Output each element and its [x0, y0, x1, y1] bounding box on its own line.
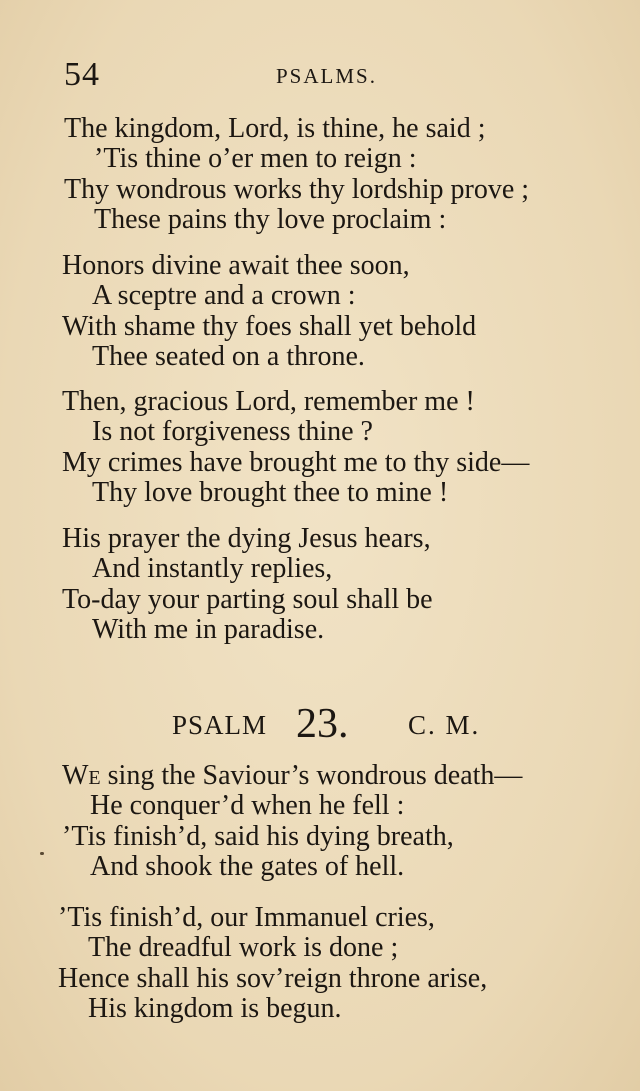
- verse-line: With me in paradise.: [92, 613, 325, 645]
- stanza-4: [0, 524, 640, 645]
- verse-line: ’Tis finish’d, our Immanuel cries,: [58, 902, 435, 933]
- verse-line: These pains thy love proclaim :: [94, 203, 447, 235]
- ink-speck: [40, 852, 44, 855]
- verse-line-rest: sing the Saviour’s wondrous death—: [100, 760, 523, 791]
- stanza-1: [0, 114, 640, 235]
- verse-line: The kingdom, Lord, is thine, he said ;: [64, 113, 486, 144]
- psalm-number: 23.: [296, 701, 349, 747]
- verse-line: And instantly replies,: [92, 553, 333, 585]
- verse-line: Then, gracious Lord, remember me !: [62, 386, 475, 417]
- stanza-6: [0, 903, 640, 1024]
- stanza-3: [0, 387, 640, 508]
- stanza-2: [0, 251, 640, 372]
- verse-line: My crimes have brought me to thy side—: [62, 446, 530, 478]
- verse-line: A sceptre and a crown :: [92, 280, 356, 312]
- verse-line: Thy love brought thee to mine !: [92, 476, 449, 508]
- psalm-meter: C. M.: [408, 710, 481, 740]
- stanza-5: [0, 761, 640, 882]
- drop-word: We: [62, 760, 101, 791]
- verse-line: His kingdom is begun.: [88, 992, 342, 1024]
- page-number: 54: [64, 56, 100, 93]
- verse-line: With shame thy foes shall yet behold: [62, 310, 477, 342]
- verse-line: And shook the gates of hell.: [90, 850, 405, 882]
- verse-line: ’Tis thine o’er men to reign :: [94, 143, 417, 175]
- verse-line: Thee seated on a throne.: [92, 340, 365, 372]
- verse-line: Honors divine await thee soon,: [62, 250, 410, 281]
- page-header: [0, 56, 640, 96]
- psalm-label: PSALM: [172, 710, 268, 740]
- verse-line: To-day your parting soul shall be: [62, 583, 433, 615]
- verse-line: Thy wondrous works thy lordship prove ;: [64, 173, 530, 205]
- verse-line: Hence shall his sov’reign throne arise,: [58, 962, 488, 994]
- psalm-heading: [0, 700, 640, 747]
- verse-line: He conquer’d when he fell :: [90, 790, 405, 822]
- verse-line: His prayer the dying Jesus hears,: [62, 523, 431, 554]
- running-title: PSALMS.: [276, 64, 377, 88]
- verse-line: Is not forgiveness thine ?: [92, 416, 373, 448]
- verse-line: The dreadful work is done ;: [88, 932, 399, 964]
- verse-line: [0, 761, 640, 791]
- verse-line: ’Tis finish’d, said his dying breath,: [62, 820, 454, 852]
